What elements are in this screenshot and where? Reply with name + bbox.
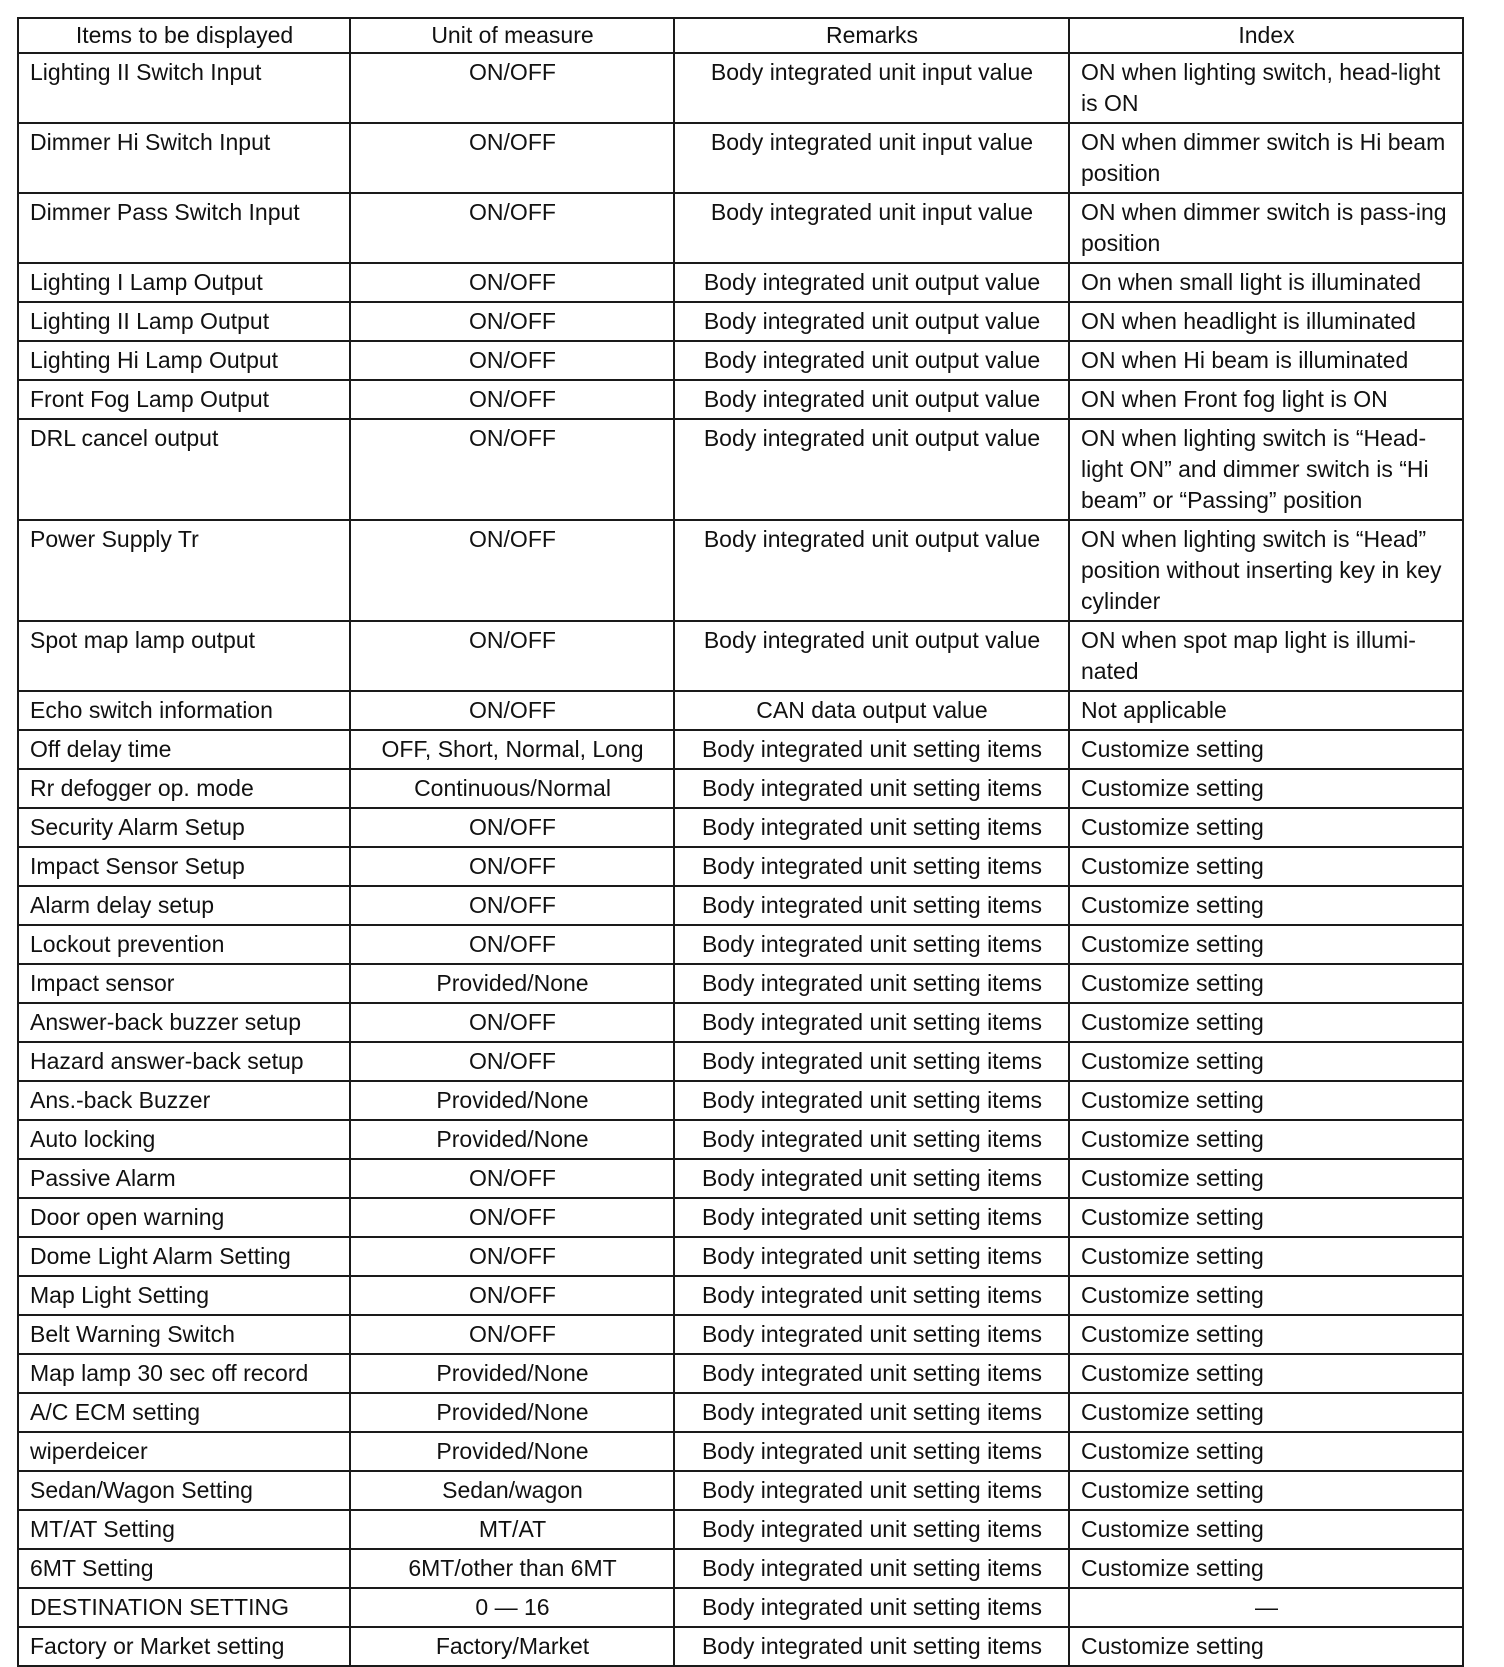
table-row bbox=[18, 123, 1463, 193]
item-cell: MT/AT Setting bbox=[18, 1510, 350, 1549]
index-cell: Customize setting bbox=[1069, 1276, 1463, 1315]
table-row bbox=[18, 380, 1463, 419]
table-row bbox=[18, 263, 1463, 302]
table-row bbox=[18, 808, 1463, 847]
table-row bbox=[18, 847, 1463, 886]
remarks-cell: Body integrated unit setting items bbox=[674, 925, 1069, 964]
unit-cell: ON/OFF bbox=[350, 123, 674, 193]
unit-cell: Provided/None bbox=[350, 1432, 674, 1471]
remarks-cell: Body integrated unit input value bbox=[674, 53, 1069, 123]
unit-cell: ON/OFF bbox=[350, 419, 674, 520]
item-cell: Lighting II Lamp Output bbox=[18, 302, 350, 341]
index-cell: ON when Front fog light is ON bbox=[1069, 380, 1463, 419]
item-cell: DRL cancel output bbox=[18, 419, 350, 520]
item-cell: Spot map lamp output bbox=[18, 621, 350, 691]
item-cell: Auto locking bbox=[18, 1120, 350, 1159]
unit-cell: ON/OFF bbox=[350, 886, 674, 925]
unit-cell: ON/OFF bbox=[350, 621, 674, 691]
item-cell: 6MT Setting bbox=[18, 1549, 350, 1588]
header-unit: Unit of measure bbox=[350, 18, 674, 53]
table-row bbox=[18, 1432, 1463, 1471]
unit-cell: Continuous/Normal bbox=[350, 769, 674, 808]
table-row bbox=[18, 730, 1463, 769]
table-row bbox=[18, 1237, 1463, 1276]
remarks-cell: Body integrated unit output value bbox=[674, 302, 1069, 341]
table-row bbox=[18, 925, 1463, 964]
remarks-cell: CAN data output value bbox=[674, 691, 1069, 730]
index-cell: Customize setting bbox=[1069, 1627, 1463, 1666]
unit-cell: ON/OFF bbox=[350, 847, 674, 886]
remarks-cell: Body integrated unit setting items bbox=[674, 1510, 1069, 1549]
remarks-cell: Body integrated unit output value bbox=[674, 419, 1069, 520]
index-cell: Customize setting bbox=[1069, 1510, 1463, 1549]
index-cell: Customize setting bbox=[1069, 808, 1463, 847]
unit-cell: ON/OFF bbox=[350, 691, 674, 730]
unit-cell: Sedan/wagon bbox=[350, 1471, 674, 1510]
index-cell: — bbox=[1069, 1588, 1463, 1627]
unit-cell: Factory/Market bbox=[350, 1627, 674, 1666]
remarks-cell: Body integrated unit output value bbox=[674, 263, 1069, 302]
index-cell: ON when Hi beam is illuminated bbox=[1069, 341, 1463, 380]
table-row bbox=[18, 1042, 1463, 1081]
index-cell: Customize setting bbox=[1069, 769, 1463, 808]
remarks-cell: Body integrated unit setting items bbox=[674, 808, 1069, 847]
index-cell: On when small light is illuminated bbox=[1069, 263, 1463, 302]
unit-cell: ON/OFF bbox=[350, 1042, 674, 1081]
remarks-cell: Body integrated unit setting items bbox=[674, 1393, 1069, 1432]
item-cell: Security Alarm Setup bbox=[18, 808, 350, 847]
remarks-cell: Body integrated unit setting items bbox=[674, 1198, 1069, 1237]
remarks-cell: Body integrated unit setting items bbox=[674, 1003, 1069, 1042]
item-cell: Lighting Hi Lamp Output bbox=[18, 341, 350, 380]
item-cell: Lockout prevention bbox=[18, 925, 350, 964]
item-cell: wiperdeicer bbox=[18, 1432, 350, 1471]
table-row bbox=[18, 964, 1463, 1003]
index-cell: Customize setting bbox=[1069, 1393, 1463, 1432]
remarks-cell: Body integrated unit setting items bbox=[674, 1120, 1069, 1159]
item-cell: DESTINATION SETTING bbox=[18, 1588, 350, 1627]
unit-cell: ON/OFF bbox=[350, 1315, 674, 1354]
unit-cell: ON/OFF bbox=[350, 1237, 674, 1276]
item-cell: Off delay time bbox=[18, 730, 350, 769]
item-cell: Alarm delay setup bbox=[18, 886, 350, 925]
unit-cell: Provided/None bbox=[350, 1081, 674, 1120]
index-cell: Customize setting bbox=[1069, 730, 1463, 769]
table-row bbox=[18, 53, 1463, 123]
item-cell: Passive Alarm bbox=[18, 1159, 350, 1198]
remarks-cell: Body integrated unit input value bbox=[674, 123, 1069, 193]
index-cell: Customize setting bbox=[1069, 1003, 1463, 1042]
table-row bbox=[18, 1627, 1463, 1666]
remarks-cell: Body integrated unit output value bbox=[674, 621, 1069, 691]
item-cell: Impact sensor bbox=[18, 964, 350, 1003]
table-row bbox=[18, 1159, 1463, 1198]
index-cell: Customize setting bbox=[1069, 1354, 1463, 1393]
item-cell: Front Fog Lamp Output bbox=[18, 380, 350, 419]
item-cell: Dimmer Hi Switch Input bbox=[18, 123, 350, 193]
remarks-cell: Body integrated unit setting items bbox=[674, 1354, 1069, 1393]
table-row bbox=[18, 769, 1463, 808]
index-cell: ON when lighting switch, head-light is ON bbox=[1069, 53, 1463, 123]
header-index: Index bbox=[1069, 18, 1463, 53]
table-row bbox=[18, 302, 1463, 341]
unit-cell: Provided/None bbox=[350, 1354, 674, 1393]
index-cell: ON when dimmer switch is Hi beam position bbox=[1069, 123, 1463, 193]
unit-cell: ON/OFF bbox=[350, 1159, 674, 1198]
header-row bbox=[18, 18, 1463, 53]
unit-cell: ON/OFF bbox=[350, 1276, 674, 1315]
remarks-cell: Body integrated unit output value bbox=[674, 341, 1069, 380]
unit-cell: Provided/None bbox=[350, 1393, 674, 1432]
index-cell: Customize setting bbox=[1069, 925, 1463, 964]
table-row bbox=[18, 621, 1463, 691]
index-cell: Not applicable bbox=[1069, 691, 1463, 730]
table-row bbox=[18, 1588, 1463, 1627]
remarks-cell: Body integrated unit setting items bbox=[674, 1276, 1069, 1315]
table-row bbox=[18, 1198, 1463, 1237]
index-cell: Customize setting bbox=[1069, 1198, 1463, 1237]
unit-cell: ON/OFF bbox=[350, 53, 674, 123]
item-cell: Map lamp 30 sec off record bbox=[18, 1354, 350, 1393]
item-cell: Dome Light Alarm Setting bbox=[18, 1237, 350, 1276]
item-cell: Lighting II Switch Input bbox=[18, 53, 350, 123]
item-cell: Belt Warning Switch bbox=[18, 1315, 350, 1354]
remarks-cell: Body integrated unit setting items bbox=[674, 1471, 1069, 1510]
index-cell: ON when lighting switch is “Head” position without inserting key in key cylinder bbox=[1069, 520, 1463, 621]
remarks-cell: Body integrated unit setting items bbox=[674, 1237, 1069, 1276]
unit-cell: 6MT/other than 6MT bbox=[350, 1549, 674, 1588]
table-row bbox=[18, 1081, 1463, 1120]
remarks-cell: Body integrated unit setting items bbox=[674, 1081, 1069, 1120]
table-row bbox=[18, 1276, 1463, 1315]
unit-cell: ON/OFF bbox=[350, 263, 674, 302]
table-row bbox=[18, 1120, 1463, 1159]
unit-cell: ON/OFF bbox=[350, 520, 674, 621]
index-cell: Customize setting bbox=[1069, 1549, 1463, 1588]
table-row bbox=[18, 886, 1463, 925]
table-row bbox=[18, 1354, 1463, 1393]
table-row bbox=[18, 1510, 1463, 1549]
index-cell: ON when headlight is illuminated bbox=[1069, 302, 1463, 341]
item-cell: Dimmer Pass Switch Input bbox=[18, 193, 350, 263]
remarks-cell: Body integrated unit setting items bbox=[674, 769, 1069, 808]
header-remarks: Remarks bbox=[674, 18, 1069, 53]
table-row bbox=[18, 691, 1463, 730]
remarks-cell: Body integrated unit setting items bbox=[674, 1042, 1069, 1081]
table-row bbox=[18, 193, 1463, 263]
remarks-cell: Body integrated unit setting items bbox=[674, 1627, 1069, 1666]
item-cell: Lighting I Lamp Output bbox=[18, 263, 350, 302]
item-cell: Answer-back buzzer setup bbox=[18, 1003, 350, 1042]
remarks-cell: Body integrated unit setting items bbox=[674, 730, 1069, 769]
index-cell: ON when dimmer switch is pass-ing position bbox=[1069, 193, 1463, 263]
table-row bbox=[18, 341, 1463, 380]
unit-cell: ON/OFF bbox=[350, 1003, 674, 1042]
unit-cell: MT/AT bbox=[350, 1510, 674, 1549]
table-row bbox=[18, 1003, 1463, 1042]
unit-cell: Provided/None bbox=[350, 964, 674, 1003]
unit-cell: ON/OFF bbox=[350, 808, 674, 847]
table-row bbox=[18, 1471, 1463, 1510]
remarks-cell: Body integrated unit setting items bbox=[674, 1159, 1069, 1198]
unit-cell: ON/OFF bbox=[350, 341, 674, 380]
item-cell: Door open warning bbox=[18, 1198, 350, 1237]
remarks-cell: Body integrated unit setting items bbox=[674, 847, 1069, 886]
index-cell: Customize setting bbox=[1069, 1471, 1463, 1510]
remarks-cell: Body integrated unit setting items bbox=[674, 964, 1069, 1003]
table-row bbox=[18, 1549, 1463, 1588]
index-cell: Customize setting bbox=[1069, 1432, 1463, 1471]
table-row bbox=[18, 1393, 1463, 1432]
index-cell: Customize setting bbox=[1069, 886, 1463, 925]
remarks-cell: Body integrated unit setting items bbox=[674, 886, 1069, 925]
remarks-cell: Body integrated unit setting items bbox=[674, 1588, 1069, 1627]
remarks-cell: Body integrated unit setting items bbox=[674, 1432, 1069, 1471]
unit-cell: ON/OFF bbox=[350, 1198, 674, 1237]
item-cell: Ans.-back Buzzer bbox=[18, 1081, 350, 1120]
unit-cell: ON/OFF bbox=[350, 193, 674, 263]
index-cell: Customize setting bbox=[1069, 1120, 1463, 1159]
index-cell: Customize setting bbox=[1069, 1237, 1463, 1276]
table-row bbox=[18, 1315, 1463, 1354]
item-cell: Impact Sensor Setup bbox=[18, 847, 350, 886]
unit-cell: ON/OFF bbox=[350, 302, 674, 341]
unit-cell: ON/OFF bbox=[350, 925, 674, 964]
items-table bbox=[17, 17, 1464, 1667]
index-cell: Customize setting bbox=[1069, 1042, 1463, 1081]
index-cell: Customize setting bbox=[1069, 847, 1463, 886]
item-cell: A/C ECM setting bbox=[18, 1393, 350, 1432]
index-cell: Customize setting bbox=[1069, 964, 1463, 1003]
unit-cell: 0 — 16 bbox=[350, 1588, 674, 1627]
item-cell: Sedan/Wagon Setting bbox=[18, 1471, 350, 1510]
item-cell: Echo switch information bbox=[18, 691, 350, 730]
unit-cell: OFF, Short, Normal, Long bbox=[350, 730, 674, 769]
index-cell: ON when lighting switch is “Head-light ON” and dimmer switch is “Hi beam” or “Passing” position bbox=[1069, 419, 1463, 520]
remarks-cell: Body integrated unit output value bbox=[674, 520, 1069, 621]
unit-cell: ON/OFF bbox=[350, 380, 674, 419]
remarks-cell: Body integrated unit setting items bbox=[674, 1315, 1069, 1354]
remarks-cell: Body integrated unit input value bbox=[674, 193, 1069, 263]
unit-cell: Provided/None bbox=[350, 1120, 674, 1159]
index-cell: Customize setting bbox=[1069, 1081, 1463, 1120]
item-cell: Factory or Market setting bbox=[18, 1627, 350, 1666]
item-cell: Hazard answer-back setup bbox=[18, 1042, 350, 1081]
index-cell: Customize setting bbox=[1069, 1159, 1463, 1198]
index-cell: Customize setting bbox=[1069, 1315, 1463, 1354]
item-cell: Rr defogger op. mode bbox=[18, 769, 350, 808]
index-cell: ON when spot map light is illumi-nated bbox=[1069, 621, 1463, 691]
item-cell: Map Light Setting bbox=[18, 1276, 350, 1315]
item-cell: Power Supply Tr bbox=[18, 520, 350, 621]
table-row bbox=[18, 419, 1463, 520]
header-items: Items to be displayed bbox=[18, 18, 350, 53]
table-row bbox=[18, 520, 1463, 621]
remarks-cell: Body integrated unit output value bbox=[674, 380, 1069, 419]
remarks-cell: Body integrated unit setting items bbox=[674, 1549, 1069, 1588]
